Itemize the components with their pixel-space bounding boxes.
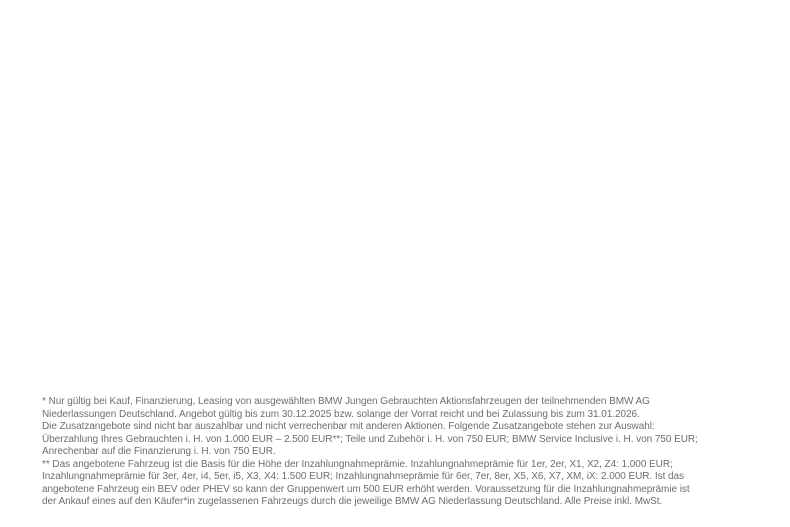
legal-line: Inzahlungnahmeprämie für 3er, 4er, i4, 5er, i5, X3, X4: 1.500 EUR; Inzahlungnahmeprämie für 6er, 7er, 8er, X5, X6, X7, XM, iX: 2.000 EUR. Ist das (42, 471, 685, 482)
legal-line: der Ankauf eines auf den Käufer*in zugelassenen Fahrzeugs durch die jeweilige BMW AG Niederlassung Deutschland. Alle Preise inkl. MwSt. (42, 496, 663, 507)
legal-line: Anrechenbar auf die Finanzierung i. H. von 750 EUR. (42, 446, 276, 457)
legal-line: ** Das angebotene Fahrzeug ist die Basis für die Höhe der Inzahlungnahmeprämie. Inzahlungnahmeprämie für 1er, 2er, X1, X2, Z4: 1.000 EUR; (42, 458, 673, 470)
legal-line: angebotene Fahrzeug ein BEV oder PHEV so kann der Gruppenwert um 500 EUR erhöht werden. Voraussetzung für die Inzahlungnahmeprämie ist (42, 483, 690, 495)
legal-line: Die Zusatzangebote sind nicht bar auszahlbar und nicht verrechenbar mit anderen Aktionen. Folgende Zusatzangebote stehen zur Auswahl: (42, 421, 655, 432)
legal-disclaimer-block (42, 396, 770, 509)
legal-line: Niederlassungen Deutschland. Angebot gültig bis zum 30.12.2025 bzw. solange der Vorrat reicht und bei Zulassung bis zum 31.01.2026. (42, 408, 640, 420)
legal-line: Überzahlung Ihres Gebrauchten i. H. von 1.000 EUR – 2.500 EUR**; Teile und Zubehör i. H. von 750 EUR; BMW Service Inclusive i. H. von 750 EUR; (42, 433, 698, 445)
legal-line: * Nur gültig bei Kauf, Finanzierung, Leasing von ausgewählten BMW Jungen Gebrauchten Aktionsfahrzeugen der teilnehmenden BMW AG (42, 396, 650, 407)
